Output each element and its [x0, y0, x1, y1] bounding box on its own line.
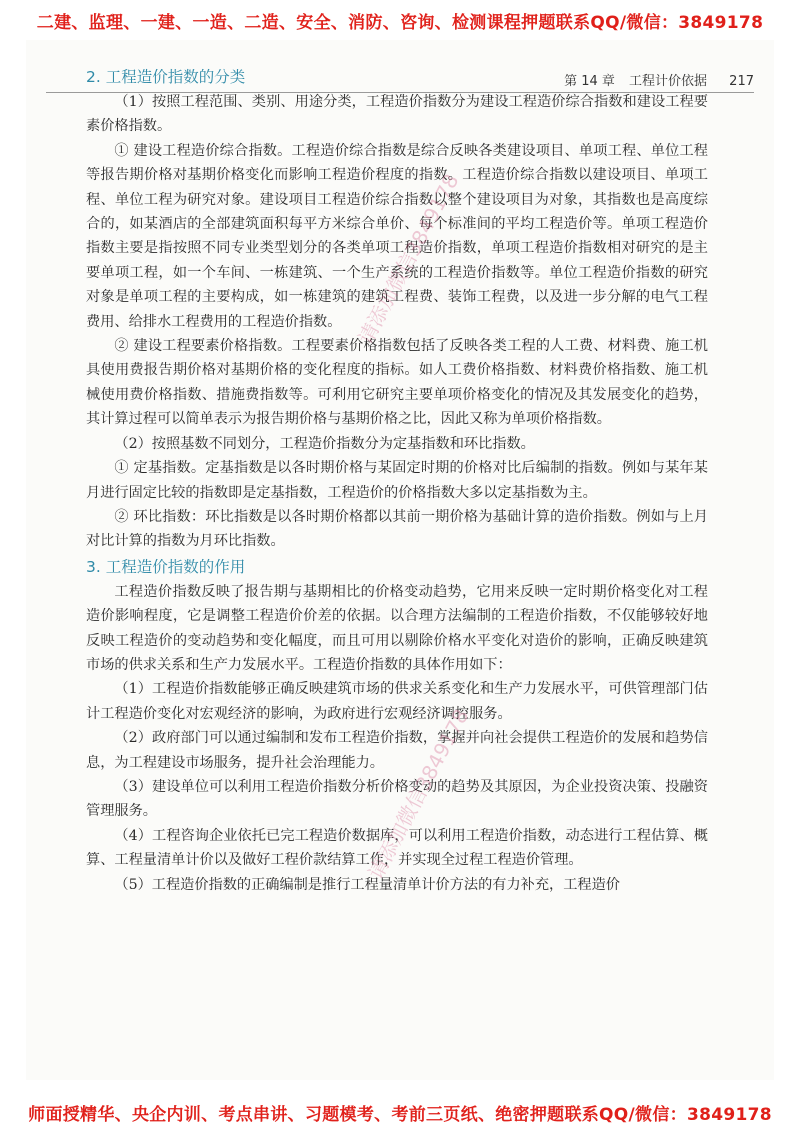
- paragraph: （3）建设单位可以利用工程造价指数分析价格变动的趋势及其原因，为企业投资决策、投融资管理服务。: [86, 778, 708, 820]
- paragraph: （2）按照基数不同划分，工程造价指数分为定基指数和环比指数。: [114, 435, 535, 452]
- promo-banner-top: 二建、监理、一建、一造、二造、安全、消防、咨询、检测课程押题联系QQ/微信：3849178: [36, 13, 764, 33]
- paragraph: （1）按照工程范围、类别、用途分类，工程造价指数分为建设工程造价综合指数和建设工程要素价格指数。: [86, 94, 708, 135]
- paragraph: ② 建设工程要素价格指数。工程要素价格指数包括了反映各类工程的人工费、材料费、施工机具使用费报告期价格对基期价格的变化程度的指标。如人工费价格指数、材料费价格指数、施工机械使用费价格指数、措施费指数等。可利用它研究主要单项价格变化的情况及其发展变化的趋势，其计算过程可以简单表示为报告期价格与基期价格之比，因此又称为单项价格指数。: [86, 338, 708, 428]
- page-content: [86, 64, 708, 897]
- paragraph: （2）政府部门可以通过编制和发布工程造价指数，掌握并向社会提供工程造价的发展和趋势信息，为工程建设市场服务，提升社会治理能力。: [86, 730, 708, 771]
- paragraph: 工程造价指数反映了报告期与基期相比的价格变动趋势，它用来反映一定时期价格变化对工程造价影响程度，它是调整工程造价价差的依据。以合理方法编制的工程造价指数，不仅能够较好地反映工程造价的变动趋势和变化幅度，而且可用以剔除价格水平变化对造价的影响，正确反映建筑市场的供求关系和生产力发展水平。工程造价指数的具体作用如下：: [86, 583, 708, 673]
- watermark: 请添加微信3849178: [363, 704, 474, 884]
- paragraph: ② 环比指数：环比指数是以各时期价格都以其前一期价格为基础计算的造价指数。例如与上月对比计算的指数为月环比指数。: [86, 508, 708, 550]
- paragraph: （1）工程造价指数能够正确反映建筑市场的供求关系变化和生产力发展水平，可供管理部门估计工程造价变化对宏观经济的影响，为政府进行宏观经济调控服务。: [86, 681, 708, 722]
- paragraph: （4）工程咨询企业依托已完工程造价数据库，可以利用工程造价指数，动态进行工程估算、概算、工程量清单计价以及做好工程价款结算工作，并实现全过程工程造价管理。: [86, 827, 708, 869]
- paragraph: ① 定基指数。定基指数是以各时期价格与某固定时期的价格对比后编制的指数。例如与某年某月进行固定比较的指数即是定基指数，工程造价的价格指数大多以定基指数为主。: [86, 460, 708, 501]
- paragraph: （5）工程造价指数的正确编制是推行工程量清单计价方法的有力补充，工程造价: [114, 876, 620, 893]
- chapter-title: 工程计价依据: [629, 74, 708, 89]
- watermark: 请添加微信3849178: [353, 169, 464, 349]
- promo-banner-bottom: 师面授精华、央企内训、考点串讲、习题模考、考前三页纸、绝密押题联系QQ/微信：3849178: [28, 1105, 772, 1125]
- paragraph: ① 建设工程造价综合指数。工程造价综合指数是综合反映各类建设项目、单项工程、单位工程等报告期价格对基期价格变化而影响工程造价程度的指数。工程造价综合指数以建设项目、单项工程、单位工程为研究对象。建设项目工程造价综合指数以整个建设项目为对象，其指数也是高度综合的，如某酒店的全部建筑面积每平方米综合单价、每个标准间的平均工程造价等。单项工程造价指数主要是指按照不同专业类型划分的各类单项工程造价指数，单项工程造价指数相对研究的是主要单项工程，如一个车间、一栋建筑、一个生产系统的工程造价指数等。单位工程造价指数的研究对象是单项工程的主要构成，如一栋建筑的建筑工程费、装饰工程费，以及进一步分解的电气工程费用、给排水工程费用的工程造价指数。: [86, 142, 708, 330]
- section-heading-classification: 2. 工程造价指数的分类: [86, 68, 246, 86]
- section-heading-function: 3. 工程造价指数的作用: [86, 557, 246, 576]
- page-number: 217: [729, 74, 754, 89]
- chapter-label: 第 14 章: [564, 74, 615, 89]
